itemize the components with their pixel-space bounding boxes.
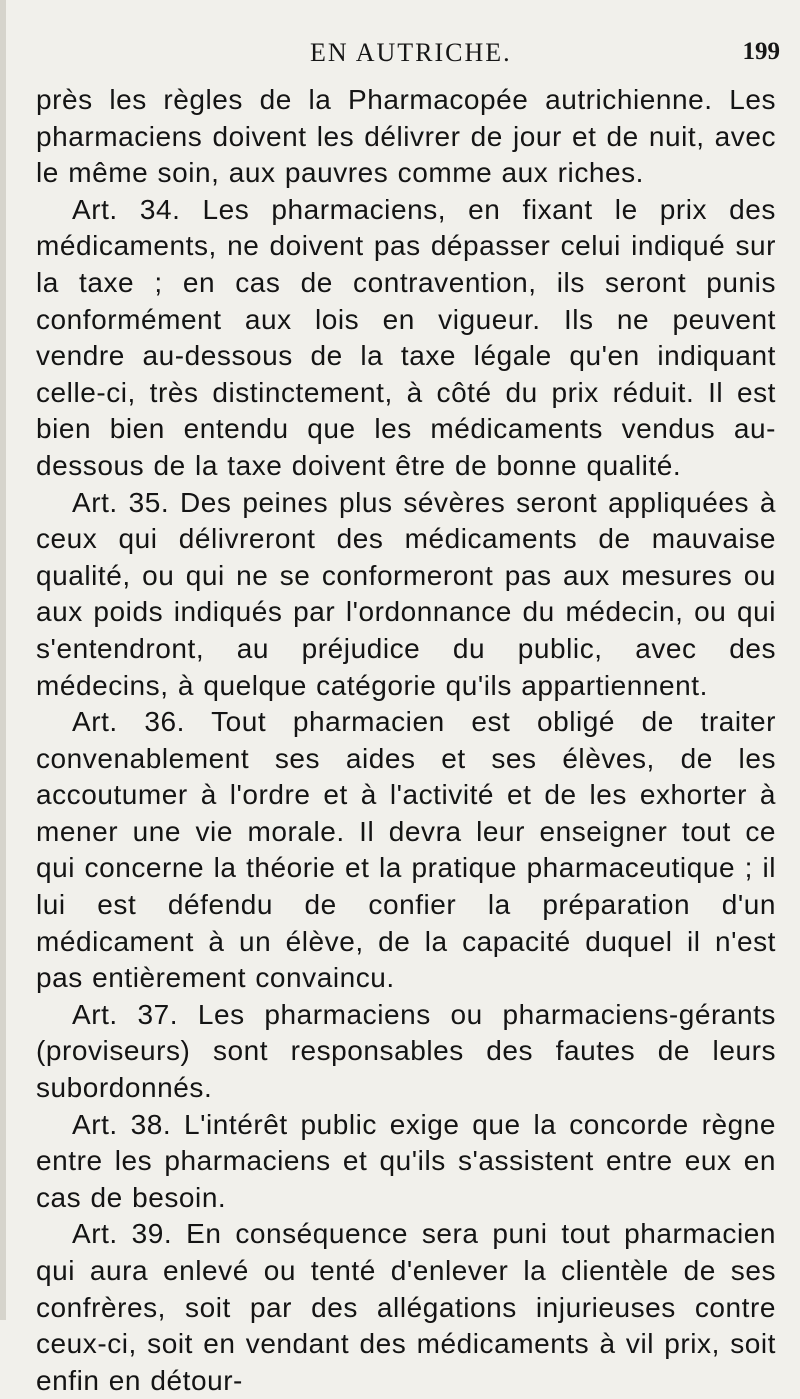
running-title: EN AUTRICHE. [310,38,512,67]
paragraph-text: Les pharmaciens, en fixant le prix des médicaments, ne doivent pas dépasser celui indiqué sur la taxe ; en cas de contravention, ils seront punis conformément aux lois en vigueur. Ils ne peuvent vendre au-dessous de la taxe légale qu'en indiquant celle-ci, très distinctement, à côté du prix réduit. Il est bien bien entendu que les médicaments vendus au-dessous de la taxe doivent être de bonne qualité. [36,193,776,481]
article-label: Art. 37. [72,998,179,1030]
article-37 [36,997,776,1107]
article-label: Art. 38. [72,1108,172,1140]
article-label: Art. 34. [72,193,181,225]
article-39 [36,1216,776,1399]
article-35 [36,485,776,705]
article-38 [36,1107,776,1217]
running-head [40,38,780,74]
paragraph-text: près les règles de la Pharmacopée autrichienne. Les pharmaciens doivent les délivrer de jour et de nuit, avec le même soin, aux pauvres comme aux riches. [36,84,776,189]
article-label: Art. 39. [72,1218,173,1250]
article-34 [36,192,776,485]
body-text [36,82,776,1399]
page-number: 199 [742,38,780,65]
paragraph-continuation [36,82,776,192]
article-label: Art. 36. [72,706,185,738]
paragraph-text: En conséquence sera puni tout pharmacien qui aura enlevé ou tenté d'enlever la clientèle de ses confrères, soit par des allégations injurieuses contre ceux-ci, soit en vendant des médicaments à vil prix, soit enfin en détour- [36,1218,776,1396]
paragraph-text: Les pharmaciens ou pharmaciens-gérants (proviseurs) sont responsables des fautes de leurs subordonnés. [36,998,776,1104]
binding-edge [0,0,6,1320]
paragraph-text: Tout pharmacien est obligé de traiter convenablement ses aides et ses élèves, de les accoutumer à l'ordre et à l'activité et de les exhorter à mener une vie morale. Il devra leur enseigner tout ce qui concerne la théorie et la pratique pharmaceutique ; il lui est défendu de confier la préparation d'un médicament à un élève, de la capacité duquel il n'est pas entièrement convaincu. [36,706,776,994]
article-36 [36,704,776,997]
paragraph-text: L'intérêt public exige que la concorde règne entre les pharmaciens et qu'ils s'assistent entre eux en cas de besoin. [36,1108,776,1213]
paragraph-text: Des peines plus sévères seront appliquées à ceux qui délivreront des médicaments de mauvaise qualité, ou qui ne se conformeront pas aux mesures ou aux poids indiqués par l'ordonnance du médecin, ou qui s'entendront, au préjudice du public, avec des médecins, à quelque catégorie qu'ils appartiennent. [36,486,776,701]
article-label: Art. 35. [72,486,170,518]
